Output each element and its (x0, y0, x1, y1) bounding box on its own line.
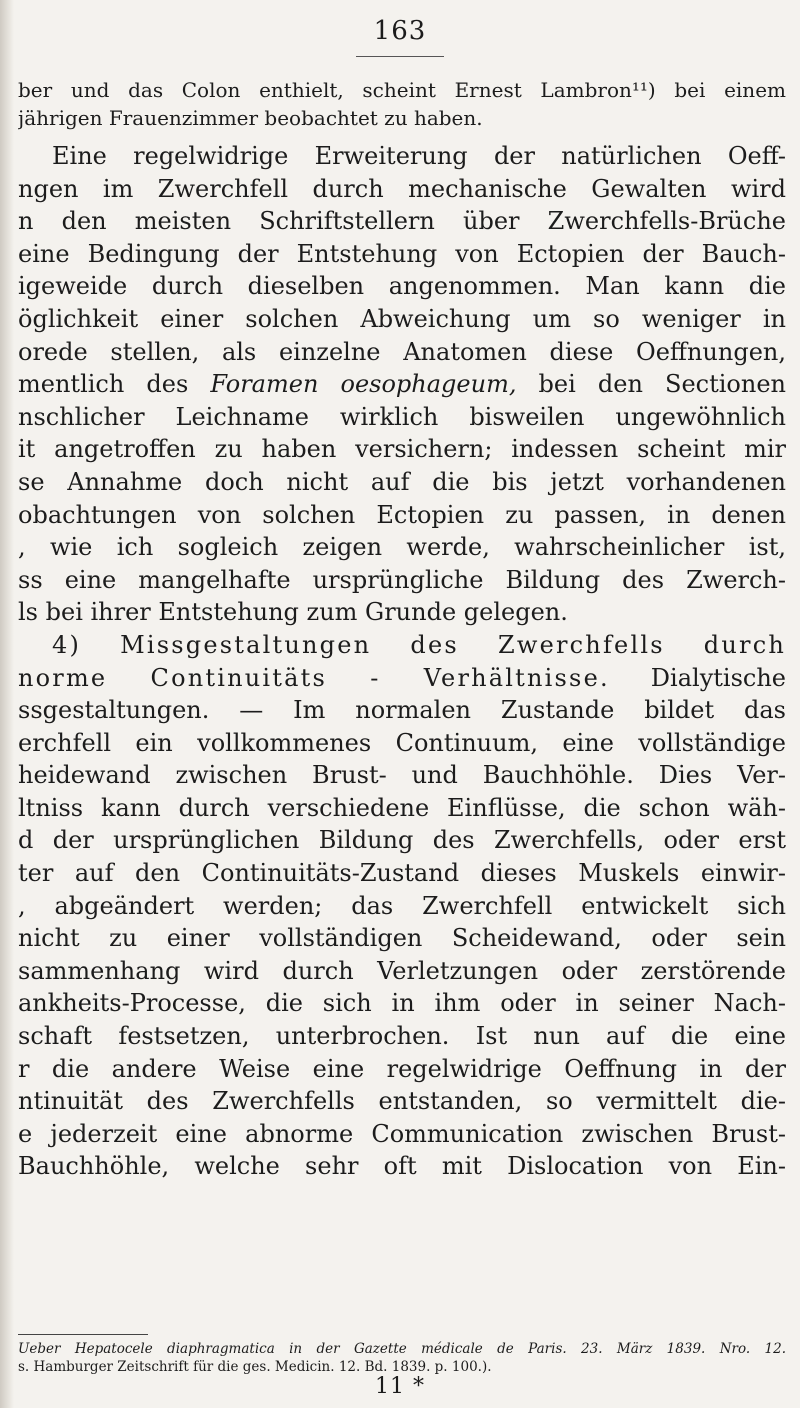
text-line: , abgeändert werden; das Zwerchfell entwickelt sich (18, 891, 786, 920)
footnote: Ueber Hepatocele diaphragmatica in der Gazette médicale de Paris. 23. März 1839. Nro. 12. (18, 1341, 786, 1357)
text-line: ntinuität des Zwerchfells entstanden, so vermittelt die- (18, 1087, 786, 1116)
text-line: d der ursprünglichen Bildung des Zwerchfells, oder erst (18, 826, 786, 855)
text-line: orede stellen, als einzelne Anatomen diese Oeffnungen, (18, 337, 786, 366)
text-fragment: Dialytische (609, 663, 786, 692)
page-number: 163 (373, 16, 427, 46)
text-fragment: mentlich des (18, 370, 189, 399)
text-line: sammenhang wird durch Verletzungen oder zerstörende (18, 956, 786, 985)
text-line: Bauchhöhle, welche sehr oft mit Dislocation von Ein- (18, 1152, 786, 1181)
main-text (18, 140, 786, 1183)
text-line: it angetroffen zu haben versichern; indessen scheint mir (18, 435, 786, 464)
text-line: ber und das Colon enthielt, scheint Ernest Lambron¹¹) bei einem (18, 78, 786, 102)
text-line: erchfell ein vollkommenes Continuum, eine vollständige (18, 728, 786, 757)
text-fragment: bei den Sectionen (516, 370, 786, 399)
text-line: ankheits-Processe, die sich in ihm oder in seiner Nach- (18, 989, 786, 1018)
footnote-rule (18, 1334, 148, 1335)
text-line: ngen im Zwerchfell durch mechanische Gewalten wird (18, 174, 786, 203)
text-line: e jederzeit eine abnorme Communication zwischen Brust- (18, 1119, 786, 1148)
text-line: nicht zu einer vollständigen Scheidewand, oder sein (18, 924, 786, 953)
text-line: Eine regelwidrige Erweiterung der natürlichen Oeff- (52, 142, 786, 170)
text-line: se Annahme doch nicht auf die bis jetzt vorhandenen (18, 467, 786, 496)
section-heading-continued (18, 662, 786, 695)
text-line: öglichkeit einer solchen Abweichung um so weniger in (18, 304, 786, 333)
text-line: obachtungen von solchen Ectopien zu passen, in denen (18, 500, 786, 529)
footnotes (18, 1340, 786, 1376)
text-line: ltniss kann durch verschiedene Einflüsse, die schon wäh- (18, 793, 786, 822)
footnote: s. Hamburger Zeitschrift für die ges. Medicin. 12. Bd. 1839. p. 100.). (18, 1359, 492, 1375)
section-heading-fragment: norme Continuitäts - Verhältnisse. (18, 663, 610, 692)
text-line: heidewand zwischen Brust- und Bauchhöhle. Dies Ver- (18, 761, 786, 790)
foramen-term: Foramen oesophageum, (210, 370, 517, 399)
text-line: , wie ich sogleich zeigen werde, wahrscheinlicher ist, (18, 533, 786, 562)
text-line: n den meisten Schriftstellern über Zwerchfells-Brüche (18, 207, 786, 236)
text-line: ls bei ihrer Entstehung zum Grunde gelegen. (18, 598, 568, 627)
text-line: r die andere Weise eine regelwidrige Oeffnung in der (18, 1054, 786, 1083)
text-line: igeweide durch dieselben angenommen. Man kann die (18, 272, 786, 301)
signature-mark: 11 * (375, 1374, 425, 1399)
text-line: nschlicher Leichname wirklich bisweilen ungewöhnlich (18, 402, 786, 431)
text-line: ss eine mangelhafte ursprüngliche Bildung des Zwerch- (18, 565, 786, 594)
page-spine-shadow (0, 0, 14, 1408)
section-heading: 4) Missgestaltungen des Zwerchfells durch (52, 630, 786, 659)
text-line: ter auf den Continuitäts-Zustand dieses Muskels einwir- (18, 859, 786, 888)
text-line: ssgestaltungen. — Im normalen Zustande bildet das (18, 696, 786, 725)
text-line: schaft festsetzen, unterbrochen. Ist nun auf die eine (18, 1022, 786, 1051)
text-line-foramen (18, 368, 786, 401)
page-number-rule (356, 56, 444, 57)
text-line: eine Bedingung der Entstehung von Ectopien der Bauch- (18, 239, 786, 268)
text-line: jährigen Frauenzimmer beobachtet zu haben. (18, 106, 483, 130)
intro-paragraph (18, 76, 786, 132)
